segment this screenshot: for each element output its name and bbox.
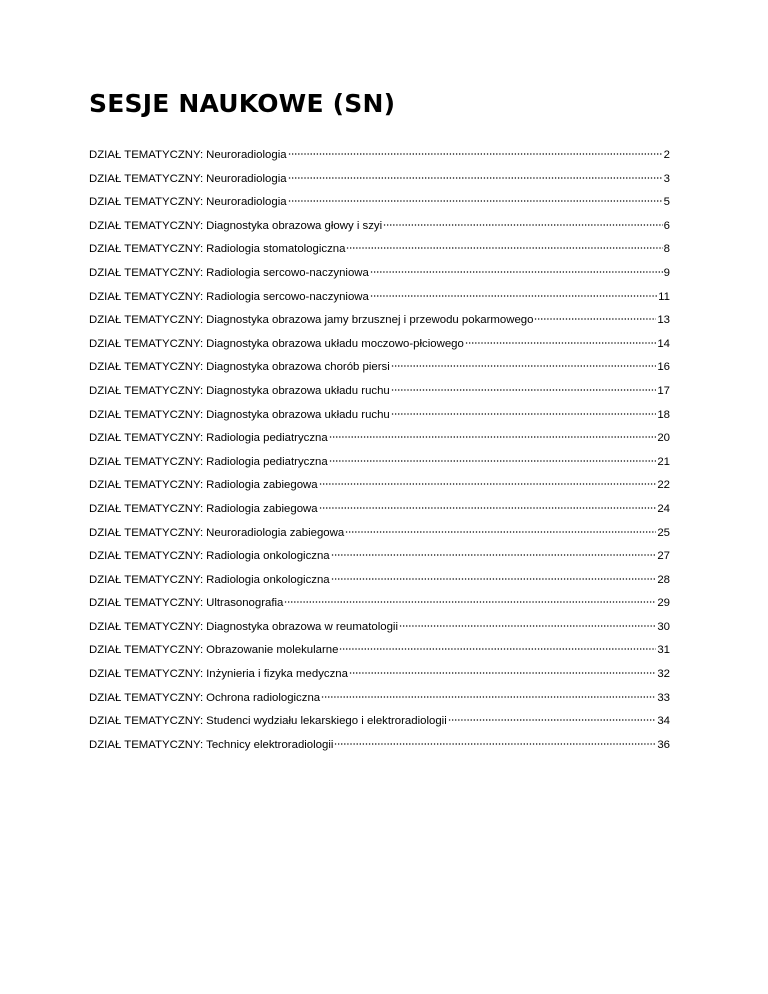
toc-entry[interactable]	[89, 687, 670, 711]
toc-entry-prefix: DZIAŁ TEMATYCZNY:	[89, 290, 204, 303]
toc-entry-label: Radiologia pediatryczna	[206, 455, 328, 468]
toc-entry-label: Ultrasonografia	[206, 597, 284, 610]
toc-entry-label: Radiologia onkologiczna	[206, 573, 330, 586]
toc-entry-page-number: 22	[657, 479, 670, 492]
toc-entry[interactable]	[89, 238, 670, 262]
dot-leader	[331, 554, 657, 556]
toc-entry-prefix: DZIAŁ TEMATYCZNY:	[89, 691, 204, 704]
toc-entry-page-number: 24	[657, 502, 670, 515]
toc-entry-page-number: 9	[663, 266, 670, 279]
toc-entry-page-number: 2	[663, 149, 670, 161]
toc-entry[interactable]	[89, 144, 670, 168]
dot-leader	[329, 436, 657, 438]
toc-entry-page-number: 3	[663, 172, 670, 185]
toc-entry-prefix: DZIAŁ TEMATYCZNY:	[89, 361, 204, 374]
dot-leader	[319, 507, 657, 509]
toc-entry[interactable]	[89, 191, 670, 215]
toc-entry-prefix: DZIAŁ TEMATYCZNY:	[89, 149, 204, 161]
toc-entry[interactable]	[89, 427, 670, 451]
toc-entry-page-number: 5	[663, 196, 670, 209]
toc-entry-page-number: 31	[657, 644, 670, 657]
toc-entry[interactable]	[89, 592, 670, 616]
dot-leader	[448, 719, 657, 721]
toc-entry-prefix: DZIAŁ TEMATYCZNY:	[89, 384, 204, 397]
toc-entry-prefix: DZIAŁ TEMATYCZNY:	[89, 738, 204, 751]
toc-entry-prefix: DZIAŁ TEMATYCZNY:	[89, 550, 204, 563]
toc-entry-prefix: DZIAŁ TEMATYCZNY:	[89, 668, 204, 681]
dot-leader	[370, 271, 663, 273]
dot-leader	[399, 625, 656, 627]
dot-leader	[346, 247, 662, 249]
toc-entry-label: Radiologia sercowo-naczyniowa	[206, 290, 369, 303]
toc-entry-page-number: 30	[657, 620, 670, 633]
toc-entry-label: Radiologia pediatryczna	[206, 432, 328, 445]
dot-leader	[349, 672, 656, 674]
toc-entry-prefix: DZIAŁ TEMATYCZNY:	[89, 526, 204, 539]
toc-entry[interactable]	[89, 262, 670, 286]
toc-entry-prefix: DZIAŁ TEMATYCZNY:	[89, 715, 204, 728]
toc-entry-page-number: 6	[663, 219, 670, 232]
toc-entry-label: Diagnostyka obrazowa układu ruchu	[206, 408, 390, 421]
toc-entry-page-number: 13	[657, 314, 670, 327]
toc-entry-label: Radiologia onkologiczna	[206, 550, 330, 563]
toc-entry[interactable]	[89, 215, 670, 239]
toc-entry-label: Ochrona radiologiczna	[206, 691, 321, 704]
toc-entry[interactable]	[89, 734, 670, 758]
toc-entry-prefix: DZIAŁ TEMATYCZNY:	[89, 432, 204, 445]
toc-entry-page-number: 17	[657, 384, 670, 397]
toc-entry-label: Radiologia zabiegowa	[206, 479, 318, 492]
toc-entry[interactable]	[89, 710, 670, 734]
toc-entry-label: Studenci wydziału lekarskiego i elektroradiologii	[206, 715, 447, 728]
toc-entry-page-number: 33	[657, 691, 670, 704]
toc-entry[interactable]	[89, 639, 670, 663]
toc-entry[interactable]	[89, 474, 670, 498]
toc-entry-label: Technicy elektroradiologii	[206, 738, 334, 751]
dot-leader	[288, 200, 663, 202]
toc-entry-prefix: DZIAŁ TEMATYCZNY:	[89, 502, 204, 515]
toc-entry[interactable]	[89, 545, 670, 569]
dot-leader	[391, 365, 657, 367]
page-title: SESJE NAUKOWE (SN)	[89, 89, 396, 118]
toc-entry-prefix: DZIAŁ TEMATYCZNY:	[89, 597, 204, 610]
toc-entry-prefix: DZIAŁ TEMATYCZNY:	[89, 455, 204, 468]
toc-entry-label: Neuroradiologia zabiegowa	[206, 526, 345, 539]
toc-entry[interactable]	[89, 380, 670, 404]
toc-entry-label: Radiologia stomatologiczna	[206, 243, 346, 256]
dot-leader	[383, 224, 663, 226]
toc-entry-prefix: DZIAŁ TEMATYCZNY:	[89, 266, 204, 279]
toc-entry[interactable]	[89, 356, 670, 380]
dot-leader	[465, 342, 656, 344]
toc-entry-label: Inżynieria i fizyka medyczna	[206, 668, 348, 681]
toc-entry-page-number: 36	[657, 738, 670, 751]
toc-entry-prefix: DZIAŁ TEMATYCZNY:	[89, 337, 204, 350]
toc-entry-label: Neuroradiologia	[206, 172, 287, 185]
table-of-contents	[89, 144, 670, 757]
dot-leader	[331, 578, 657, 580]
toc-entry-page-number: 32	[657, 668, 670, 681]
dot-leader	[284, 601, 656, 603]
toc-entry-label: Diagnostyka obrazowa układu ruchu	[206, 384, 390, 397]
dot-leader	[319, 483, 657, 485]
dot-leader	[391, 389, 657, 391]
toc-entry-page-number: 21	[657, 455, 670, 468]
dot-leader	[345, 531, 656, 533]
toc-entry-page-number: 20	[657, 432, 670, 445]
dot-leader	[288, 177, 663, 179]
toc-entry-page-number: 8	[663, 243, 670, 256]
toc-entry-page-number: 11	[658, 290, 670, 303]
toc-entry-label: Obrazowanie molekularne	[206, 644, 339, 657]
toc-entry-prefix: DZIAŁ TEMATYCZNY:	[89, 479, 204, 492]
toc-entry-prefix: DZIAŁ TEMATYCZNY:	[89, 314, 204, 327]
dot-leader	[534, 318, 656, 320]
toc-entry[interactable]	[89, 569, 670, 593]
toc-entry-page-number: 18	[657, 408, 670, 421]
toc-entry-page-number: 29	[657, 597, 670, 610]
toc-entry-label: Diagnostyka obrazowa jamy brzusznej i przewodu pokarmowego	[206, 314, 534, 327]
toc-entry-label: Diagnostyka obrazowa chorób piersi	[206, 361, 390, 374]
toc-entry-prefix: DZIAŁ TEMATYCZNY:	[89, 573, 204, 586]
toc-entry[interactable]	[89, 168, 670, 192]
toc-entry-label: Neuroradiologia	[206, 196, 287, 209]
toc-entry-page-number: 27	[657, 550, 670, 563]
dot-leader	[288, 153, 663, 155]
dot-leader	[334, 743, 656, 745]
toc-entry-prefix: DZIAŁ TEMATYCZNY:	[89, 408, 204, 421]
toc-entry[interactable]	[89, 309, 670, 333]
toc-entry[interactable]	[89, 333, 670, 357]
dot-leader	[339, 648, 656, 650]
toc-entry-label: Neuroradiologia	[206, 149, 287, 161]
toc-entry[interactable]	[89, 451, 670, 475]
toc-entry[interactable]	[89, 286, 670, 310]
toc-entry-prefix: DZIAŁ TEMATYCZNY:	[89, 644, 204, 657]
toc-entry-prefix: DZIAŁ TEMATYCZNY:	[89, 219, 204, 232]
toc-entry-page-number: 25	[657, 526, 670, 539]
toc-entry-label: Diagnostyka obrazowa w reumatologii	[206, 620, 398, 633]
toc-entry-prefix: DZIAŁ TEMATYCZNY:	[89, 620, 204, 633]
toc-entry[interactable]	[89, 404, 670, 428]
toc-entry-page-number: 14	[657, 337, 670, 350]
toc-entry-page-number: 34	[657, 715, 670, 728]
toc-entry-label: Diagnostyka obrazowa głowy i szyi	[206, 219, 383, 232]
toc-entry-prefix: DZIAŁ TEMATYCZNY:	[89, 243, 204, 256]
dot-leader	[321, 696, 656, 698]
toc-entry[interactable]	[89, 616, 670, 640]
dot-leader	[391, 413, 657, 415]
dot-leader	[370, 295, 657, 297]
toc-entry-label: Radiologia zabiegowa	[206, 502, 318, 515]
toc-entry-prefix: DZIAŁ TEMATYCZNY:	[89, 196, 204, 209]
toc-entry-page-number: 16	[657, 361, 670, 374]
toc-entry-page-number: 28	[657, 573, 670, 586]
toc-entry[interactable]	[89, 498, 670, 522]
dot-leader	[329, 460, 657, 462]
toc-entry-label: Diagnostyka obrazowa układu moczowo-płciowego	[206, 337, 464, 350]
toc-entry[interactable]	[89, 522, 670, 546]
toc-entry-prefix: DZIAŁ TEMATYCZNY:	[89, 172, 204, 185]
toc-entry[interactable]	[89, 663, 670, 687]
toc-entry-label: Radiologia sercowo-naczyniowa	[206, 266, 369, 279]
